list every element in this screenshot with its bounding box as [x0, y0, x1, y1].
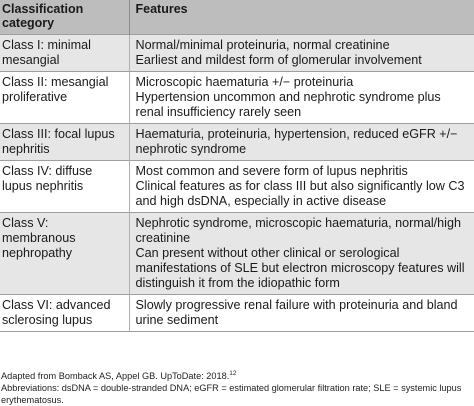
feature-line: Haematuria, proteinuria, hypertension, reduced eGFR +/− nephrotic syndrome	[135, 127, 458, 156]
header-classification-category: Classification category	[0, 0, 129, 35]
row-category: Class V: membranous nephropathy	[0, 213, 129, 295]
row-features	[129, 295, 474, 332]
row-features	[129, 35, 474, 72]
row-features	[129, 213, 474, 295]
row-features	[129, 161, 474, 213]
header-features: Features	[129, 0, 474, 35]
feature-line: Nephrotic syndrome, microscopic haematuria, normal/high creatinine	[135, 216, 461, 245]
row-category: Class VI: advanced sclerosing lupus	[0, 295, 129, 332]
source-citation	[1, 368, 473, 382]
feature-line: Clinical features as for class III but also significantly low C3 and high dsDNA, especially in active disease	[135, 179, 465, 208]
feature-line: Earliest and mildest form of glomerular involvement	[135, 53, 422, 67]
table-row	[0, 35, 474, 72]
feature-line: Microscopic haematuria +/− proteinuria	[135, 75, 354, 89]
table-footnote	[1, 368, 473, 406]
row-features	[129, 124, 474, 161]
feature-line: Slowly progressive renal failure with proteinuria and bland urine sediment	[135, 298, 458, 327]
table-row	[0, 72, 474, 124]
table-row	[0, 295, 474, 332]
feature-line: Normal/minimal proteinuria, normal creatinine	[135, 38, 390, 52]
table-header-row	[0, 0, 474, 35]
row-category: Class III: focal lupus nephritis	[0, 124, 129, 161]
row-category: Class II: mesangial proliferative	[0, 72, 129, 124]
row-features	[129, 72, 474, 124]
source-text: Adapted from Bomback AS, Appel GB. UpToDate: 2018.	[1, 371, 230, 382]
source-reference: 12	[229, 370, 237, 377]
feature-line: Hypertension uncommon and nephrotic syndrome plus renal insufficiency rarely seen	[135, 90, 441, 119]
feature-line: Can present without other clinical or serological manifestations of SLE but electron microscopy features will distinguish it from the idiopathic form	[135, 246, 465, 290]
row-category: Class I: minimal mesangial	[0, 35, 129, 72]
row-category: Class IV: diffuse lupus nephritis	[0, 161, 129, 213]
abbreviations-note: Abbreviations: dsDNA = double-stranded DNA; eGFR = estimated glomerular filtration rate; SLE = systemic lupus erythematosus.	[1, 383, 462, 406]
table-row	[0, 124, 474, 161]
table-row	[0, 161, 474, 213]
table-row	[0, 213, 474, 295]
feature-line: Most common and severe form of lupus nephritis	[135, 164, 408, 178]
